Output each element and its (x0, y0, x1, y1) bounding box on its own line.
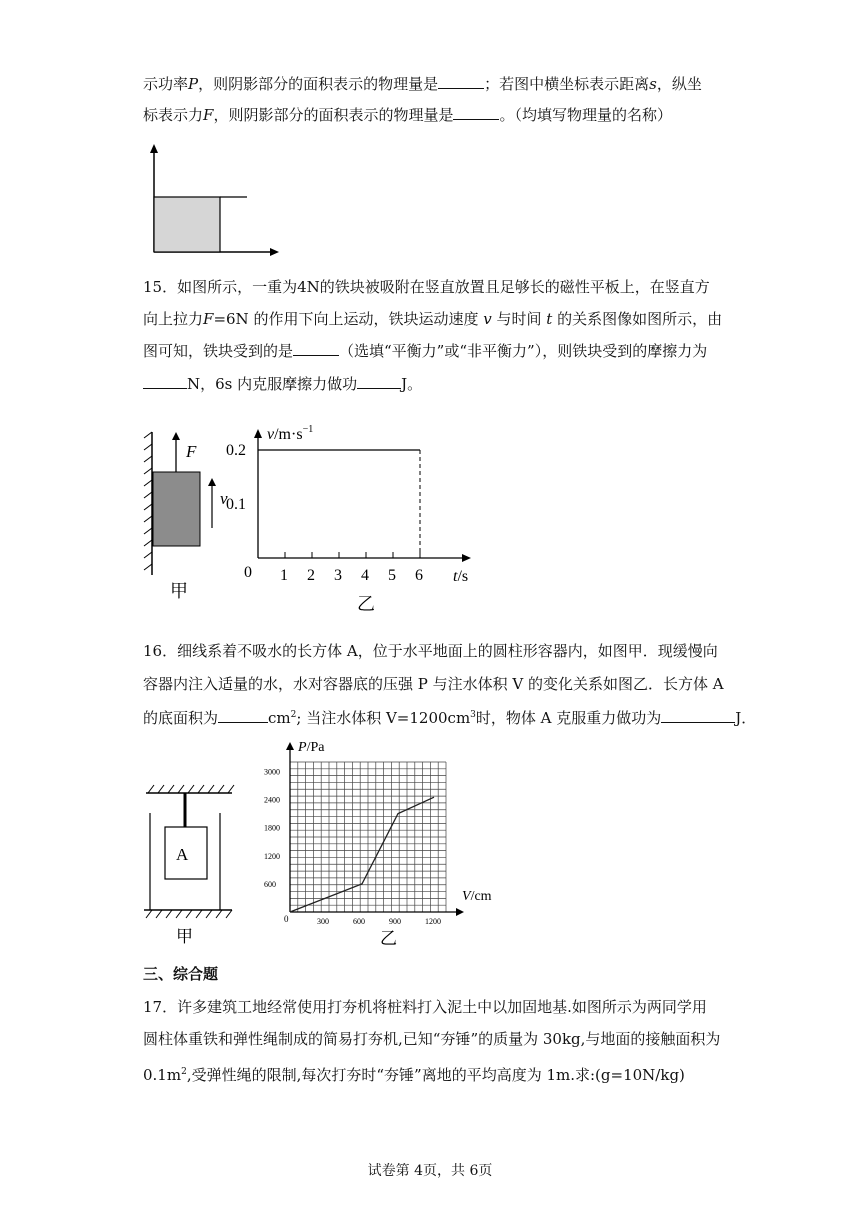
x-tick-label: 2 (307, 567, 315, 584)
origin-label: 0 (284, 914, 289, 924)
q14-line1: 示功率P，则阴影部分的面积表示的物理量是 ；若图中横坐标表示距离s，纵坐 (143, 75, 702, 93)
x-tick-label: 6 (415, 567, 423, 584)
x-tick-label: 1200 (425, 917, 441, 926)
label-F: F (186, 442, 197, 461)
iron-block (153, 472, 200, 546)
q17-line1: 17．许多建筑工地经常使用打夯机将桩料打入泥土中以加固地基.如图所示为两同学用 (143, 998, 707, 1016)
answer-blank[interactable] (293, 341, 339, 356)
label-v: v (220, 489, 228, 508)
label-jia: 甲 (176, 927, 193, 945)
label-A: A (176, 845, 189, 864)
x-tick-label: 5 (388, 567, 396, 584)
answer-blank[interactable] (438, 74, 484, 89)
answer-blank[interactable] (357, 374, 401, 389)
x-tick-label: 1 (280, 567, 288, 584)
y-tick-label: 0.1 (226, 496, 246, 513)
velocity-arrow-head (208, 478, 216, 486)
label-yi: 乙 (357, 594, 375, 614)
x-tick-label: 300 (317, 917, 329, 926)
origin-label: 0 (244, 564, 252, 581)
q17-line2: 圆柱体重铁和弹性绳制成的简易打夯机,已知“夯锤”的质量为 30kg,与地面的接触面积为 (143, 1030, 721, 1048)
page-footer: 试卷第 4页，共 6页 (367, 1163, 493, 1179)
q16-jia-figure (140, 770, 240, 945)
shaded-area (154, 197, 220, 252)
q16-line3: 的底面积为 $cm^2$; 当注水体积 $V=1200cm^3$时，物体 A 克服重力做功为 J． (143, 709, 757, 727)
v-axis-label: $v/m\cdot s^{-1}$ (267, 424, 314, 443)
answer-blank[interactable] (218, 708, 268, 723)
label-jia: 甲 (170, 581, 188, 601)
ground-hatching (146, 910, 232, 918)
q14-figure (140, 140, 290, 260)
y-tick-label: 2400 (264, 795, 280, 805)
q15-line1: 15．如图所示，一重为4N的铁块被吸附在竖直放置且足够长的磁性平板上，在竖直方 (143, 278, 710, 296)
answer-blank[interactable] (661, 708, 735, 723)
label-yi: 乙 (380, 929, 397, 948)
v-axis-arrow (254, 429, 262, 438)
q15-line2: 向上拉力F=6N 的作用下向上运动，铁块运动速度 v 与时间 t 的关系图像如图所示，由 (143, 310, 723, 328)
force-arrow-head (172, 432, 180, 440)
q15-ticks (226, 442, 423, 584)
x-axis-arrow (270, 248, 279, 256)
x-tick-label: 600 (353, 917, 365, 926)
x-tick-label: 4 (361, 567, 369, 584)
q15-line3: 图可知，铁块受到的是 （选填“平衡力”或“非平衡力”），则铁块受到的摩擦力为 (143, 342, 708, 360)
q16-line2: 容器内注入适量的水，水对容器底的压强 P 与注水体积 V 的变化关系如图乙．长方体 A (143, 675, 724, 693)
q15-line4: N，6s 内克服摩擦力做功 J。 (143, 373, 422, 395)
t-axis-arrow (462, 554, 471, 562)
y-axis-arrow (150, 144, 158, 153)
section-title: 三、综合题 (143, 965, 219, 983)
t-axis-label: t/s (453, 568, 469, 585)
pressure-line (290, 797, 434, 912)
q14-line2: 标表示力F，则阴影部分的面积表示的物理量是 。（均填写物理量的名称） (143, 106, 672, 124)
q16-line1: 16．细线系着不吸水的长方体 A，位于水平地面上的圆柱形容器内，如图甲．现缓慢向 (143, 642, 718, 660)
pressure-grid (290, 762, 446, 912)
q16-yi-figure (262, 736, 507, 948)
wall-hatching (144, 432, 152, 570)
y-tick-label: 0.2 (226, 442, 246, 459)
q17-line3: $0.1m^2$,受弹性绳的限制,每次打夯时“夯锤”离地的平均高度为 1m.求:(g=10N/kg) (143, 1066, 685, 1084)
answer-blank[interactable] (143, 374, 187, 389)
q15-figure (140, 420, 480, 620)
p-axis-arrow (286, 742, 294, 750)
y-tick-label: 1200 (264, 851, 280, 861)
p-axis-label: P/Pa (298, 740, 325, 755)
x-tick-label: 3 (334, 567, 342, 584)
ceiling-hatching (148, 785, 234, 793)
v-axis-arrow (456, 908, 464, 916)
y-tick-label: 3000 (264, 767, 280, 777)
x-tick-label: 900 (389, 917, 401, 926)
y-tick-label: 1800 (264, 823, 280, 833)
y-tick-label: 600 (264, 879, 276, 889)
vol-axis-label: V/cm (462, 889, 492, 904)
answer-blank[interactable] (453, 105, 499, 120)
